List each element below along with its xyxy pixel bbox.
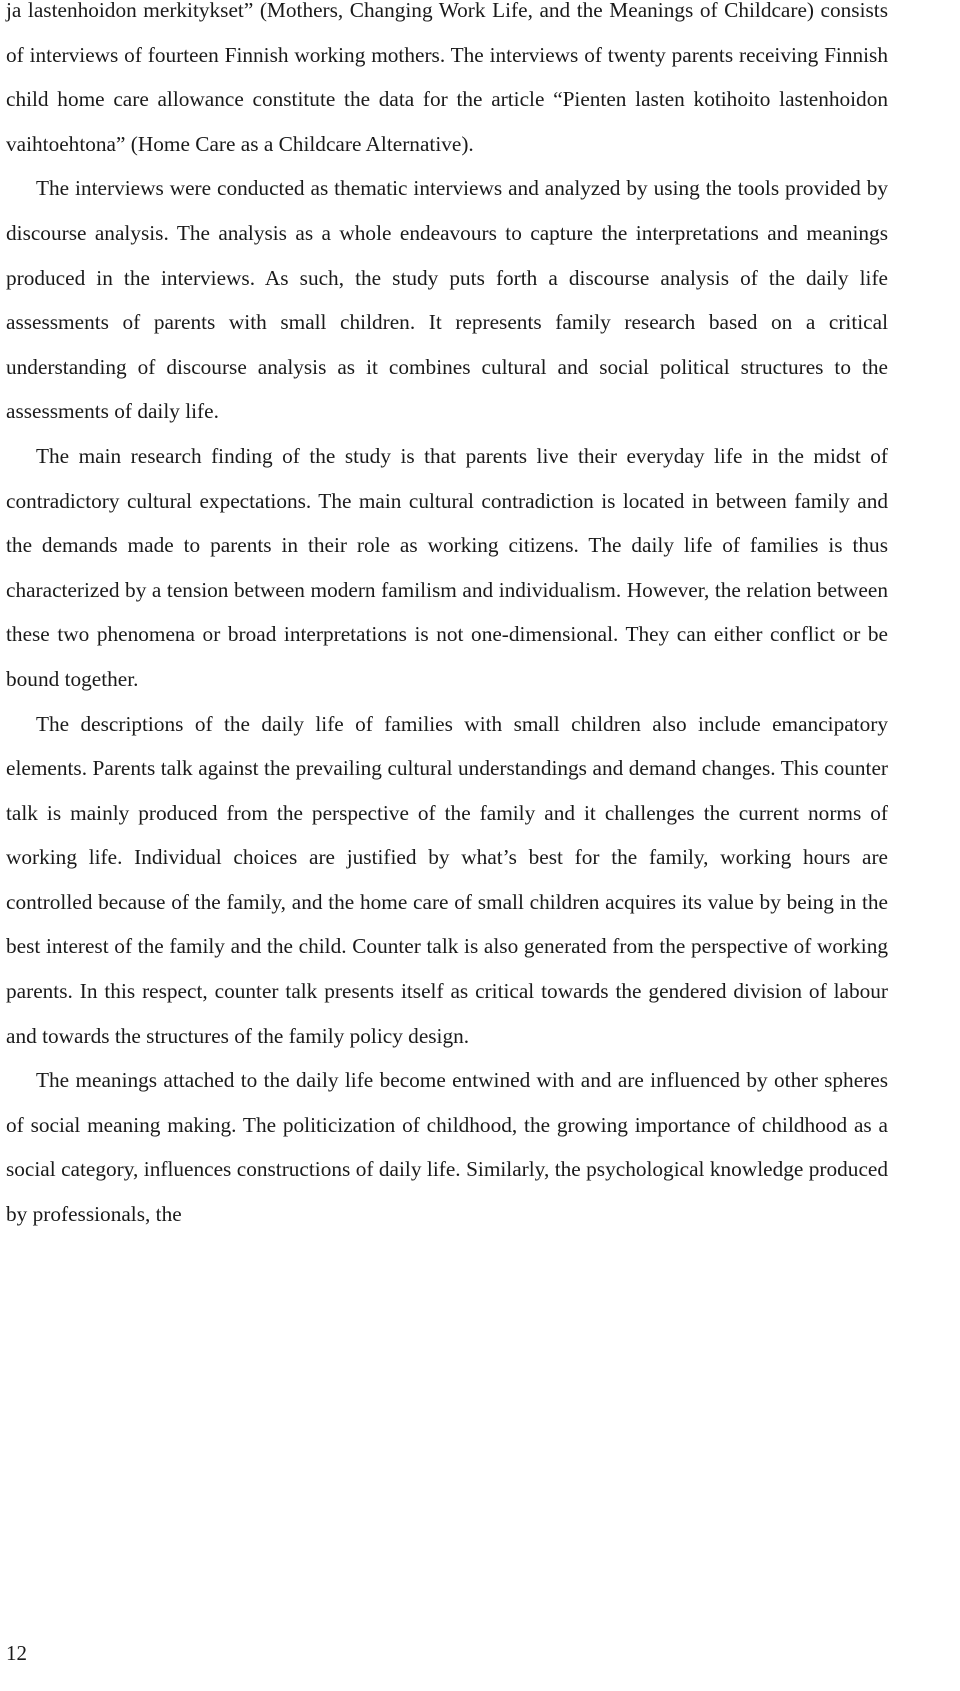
paragraph-main-finding: The main research finding of the study is that parents live their everyday life in the midst of contradictory cultural expectations. The main cultural contradiction is located in between family and the demands made to parents in their role as working citizens. The daily life of families is thus characterized by a tension between modern familism and individualism. However, the relation between these two phenomena or broad interpretations is not one-dimensional. They can either conflict or be bound together.: [6, 443, 888, 691]
paragraph-emancipatory-elements: The descriptions of the daily life of families with small children also include emancipatory elements. Parents talk against the prevailing cultural understandings and demand changes. This counter talk is mainly produced from the perspective of the family and it challenges the current norms of working life. Individual choices are justified by what’s best for the family, working hours are controlled because of the family, and the home care of small children acquires its value by being in the best interest of the family and the child. Counter talk is also generated from the perspective of working parents. In this respect, counter talk presents itself as critical towards the gendered division of labour and towards the structures of the family policy design.: [6, 711, 888, 1048]
paragraph-meanings: The meanings attached to the daily life become entwined with and are influenced by other spheres of social meaning making. The politicization of childhood, the growing importance of childhood as a social category, influences constructions of daily life. Similarly, the psychological knowledge produced by professionals, the: [6, 1068, 888, 1227]
paragraph-methods: The interviews were conducted as thematic interviews and analyzed by using the tools provided by discourse analysis. The analysis as a whole endeavours to capture the interpretations and meanings produced in the interviews. As such, the study puts forth a discourse analysis of the daily life assessments of parents with small children. It represents family research based on a critical understanding of discourse analysis as it combines cultural and social political structures to the assessments of daily life.: [6, 176, 888, 424]
paragraph-continued-intro: ja lastenhoidon merkitykset” (Mothers, Changing Work Life, and the Meanings of Childcare) consists of interviews of fourteen Finnish working mothers. The interviews of twenty parents receiving Finnish child home care allowance constitute the data for the article “Pienten lasten kotihoito lastenhoidon vaihtoehtona” (Home Care as a Childcare Alternative).: [6, 0, 888, 156]
document-body: [6, 0, 888, 1237]
page-number: 12: [6, 1641, 27, 1665]
